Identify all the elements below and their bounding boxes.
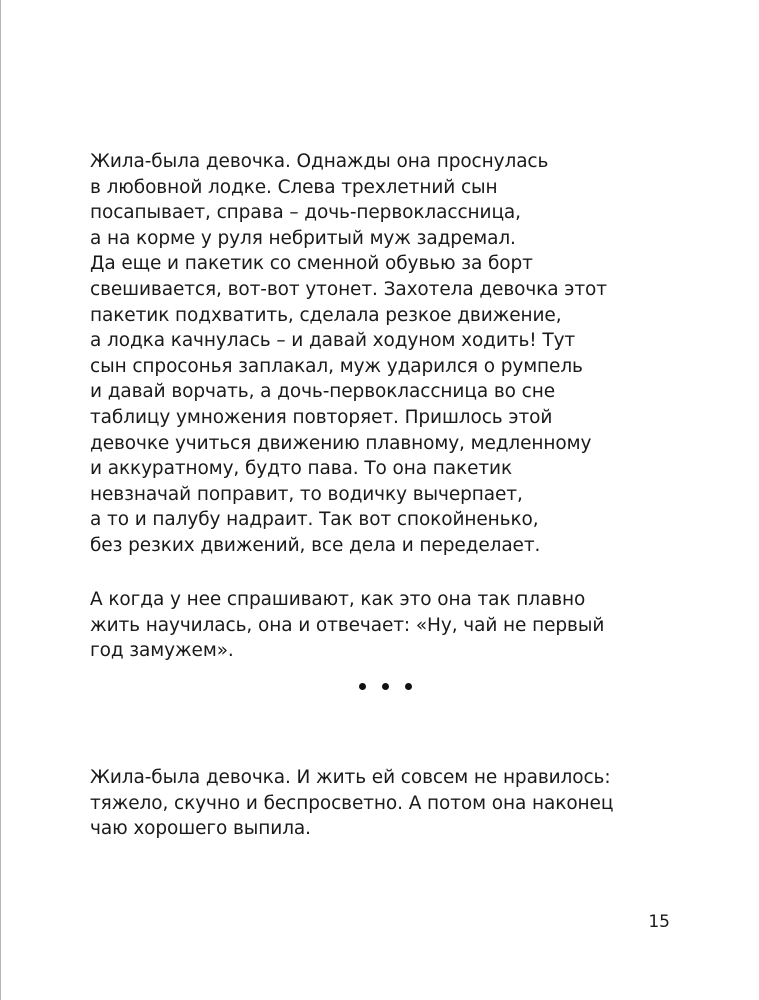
story-3-paragraph	[90, 765, 630, 842]
text-line: а то и палубу надраит. Так вот спокойненько,	[90, 509, 539, 531]
text-line: без резких движений, все дела и переделает.	[90, 534, 541, 556]
text-line: Жила-была девочка. Однажды она проснулась	[90, 151, 549, 172]
text-line: посапывает, справа – дочь-первоклассница,	[90, 202, 521, 224]
separator-dot	[405, 683, 412, 690]
text-line: и аккуратному, будто пава. То она пакетик	[90, 458, 513, 480]
text-line: в любовной лодке. Слева трехлетний сын	[90, 176, 498, 198]
text-line: жить научилась, она и отвечает: «Ну, чай не первый	[90, 614, 605, 636]
text-line: свешивается, вот-вот утонет. Захотела девочка этот	[90, 278, 607, 300]
page-edge	[0, 0, 1, 1000]
text-line: тяжело, скучно и беспросветно. А потом она наконец	[90, 792, 614, 814]
separator-dot	[359, 683, 366, 690]
text-line: таблицу умножения повторяет. Пришлось этой	[90, 406, 553, 428]
text-line: пакетик подхватить, сделала резкое движение,	[90, 304, 562, 326]
section-separator	[359, 683, 419, 693]
text-line: а лодка качнулась – и давай ходуном ходить! Тут	[90, 330, 576, 352]
story-1-paragraph	[90, 149, 630, 559]
text-line: А когда у нее спрашивают, как это она так плавно	[90, 589, 586, 610]
text-line: сын спросонья заплакал, муж ударился о румпель	[90, 355, 583, 377]
text-line: девочке учиться движению плавному, медленному	[90, 432, 592, 454]
page-number: 15	[648, 912, 670, 932]
story-2-paragraph	[90, 587, 630, 664]
text-line: год замужем».	[90, 640, 234, 662]
text-line: чаю хорошего выпила.	[90, 818, 311, 840]
text-line: и давай ворчать, а дочь-первоклассница во сне	[90, 381, 555, 403]
text-line: Жила-была девочка. И жить ей совсем не нравилось:	[90, 767, 611, 788]
text-line: Да еще и пакетик со сменной обувью за борт	[90, 253, 533, 275]
text-line: невзначай поправит, то водичку вычерпает,	[90, 483, 523, 505]
text-line: а на корме у руля небритый муж задремал.	[90, 227, 516, 249]
separator-dot	[382, 683, 389, 690]
